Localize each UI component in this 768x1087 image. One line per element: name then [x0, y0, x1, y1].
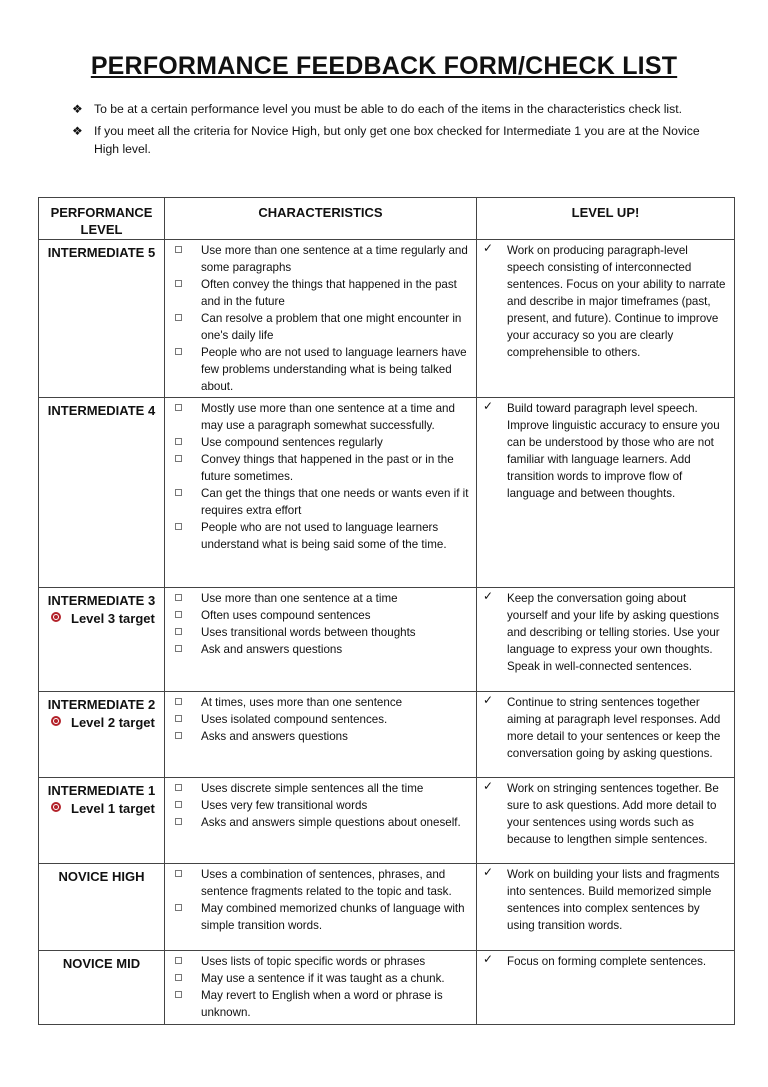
characteristic-text: Ask and answers questions	[201, 643, 343, 656]
diamond-bullet-icon: ❖	[72, 102, 83, 116]
feedback-table	[38, 197, 735, 1025]
characteristic-text: May combined memorized chunks of language with simple transition words.	[201, 902, 465, 932]
characteristic-item	[165, 451, 470, 485]
checkbox-icon[interactable]	[175, 438, 182, 445]
characteristics-cell	[165, 692, 477, 778]
intro-bullet	[72, 122, 722, 158]
table-row	[39, 398, 735, 588]
level-up-text: Continue to string sentences together aiming at paragraph level responses. Add more detail to your sentences or keep the conversation going by asking questions.	[507, 696, 721, 760]
checkbox-icon[interactable]	[175, 594, 182, 601]
table-row	[39, 951, 735, 1025]
intro-bullet	[72, 100, 722, 118]
target-label: Level 2 target	[71, 715, 155, 730]
characteristic-text: Can get the things that one needs or wants even if it requires extra effort	[201, 487, 469, 517]
checkbox-icon[interactable]	[175, 314, 182, 321]
checkmark-icon: ✓	[483, 952, 494, 966]
intro-text: If you meet all the criteria for Novice High, but only get one box checked for Intermediate 1 you are at the Novice High level.	[94, 124, 700, 156]
checkbox-icon[interactable]	[175, 870, 182, 877]
level-name: INTERMEDIATE 2	[47, 697, 156, 712]
checkmark-icon: ✓	[483, 241, 494, 255]
level-name: INTERMEDIATE 4	[47, 403, 156, 418]
level-up-cell	[477, 864, 735, 951]
characteristic-text: May revert to English when a word or phrase is unknown.	[201, 989, 443, 1019]
checkmark-icon: ✓	[483, 779, 494, 793]
checkbox-icon[interactable]	[175, 404, 182, 411]
characteristics-cell	[165, 864, 477, 951]
characteristic-text: Asks and answers simple questions about oneself.	[201, 816, 461, 829]
characteristic-item	[165, 590, 470, 607]
checkmark-icon: ✓	[483, 589, 494, 603]
checkbox-icon[interactable]	[175, 246, 182, 253]
level-up-cell	[477, 778, 735, 864]
level-up-text: Build toward paragraph level speech. Improve linguistic accuracy to ensure you can be understood by those who are not familiar with language learners. Add transition words to improve flow of language and between thoughts.	[507, 402, 720, 500]
target-icon	[51, 716, 61, 726]
checkbox-icon[interactable]	[175, 974, 182, 981]
characteristic-text: People who are not used to language learners understand what is being said some of the time.	[201, 521, 447, 551]
table-row	[39, 864, 735, 951]
level-up-text: Keep the conversation going about yourself and your life by asking questions and describing or telling stories. Use your language to express your own thoughts. Speak in well-connected sentences.	[507, 592, 720, 673]
table-row	[39, 692, 735, 778]
checkbox-icon[interactable]	[175, 991, 182, 998]
characteristic-text: Often uses compound sentences	[201, 609, 371, 622]
characteristic-item	[165, 814, 470, 831]
characteristic-item	[165, 344, 470, 395]
characteristic-item	[165, 797, 470, 814]
checkbox-icon[interactable]	[175, 645, 182, 652]
characteristic-item	[165, 866, 470, 900]
checkmark-icon: ✓	[483, 865, 494, 879]
intro-text: To be at a certain performance level you must be able to do each of the items in the characteristics check list.	[94, 102, 683, 116]
level-up-cell	[477, 398, 735, 588]
target-label: Level 3 target	[71, 611, 155, 626]
level-up-cell	[477, 240, 735, 398]
table-row	[39, 240, 735, 398]
level-up-text: Work on producing paragraph-level speech consisting of interconnected sentences. Focus on your ability to narrate and describe in major timeframes (past, present, and future). Continue to improve your accuracy so you are clearly comprehensible to others.	[507, 244, 726, 359]
characteristic-item	[165, 276, 470, 310]
characteristic-item	[165, 242, 470, 276]
characteristics-cell	[165, 240, 477, 398]
characteristic-text: Use more than one sentence at a time	[201, 592, 398, 605]
level-cell	[39, 692, 165, 778]
level-up-text: Focus on forming complete sentences.	[507, 955, 707, 968]
level-up-text: Work on building your lists and fragments into sentences. Build memorized simple sentences into complex sentences by using transition words.	[507, 868, 720, 932]
characteristic-text: Asks and answers questions	[201, 730, 348, 743]
characteristics-cell	[165, 778, 477, 864]
target-icon	[51, 612, 61, 622]
characteristics-cell	[165, 951, 477, 1025]
page-title: PERFORMANCE FEEDBACK FORM/CHECK LIST	[90, 52, 678, 80]
checkmark-icon: ✓	[483, 693, 494, 707]
level-target	[41, 610, 162, 627]
target-icon	[51, 802, 61, 812]
level-up-cell	[477, 588, 735, 692]
checkbox-icon[interactable]	[175, 280, 182, 287]
characteristic-item	[165, 641, 470, 658]
checkbox-icon[interactable]	[175, 957, 182, 964]
characteristics-cell	[165, 588, 477, 692]
characteristic-text: Uses very few transitional words	[201, 799, 368, 812]
characteristic-item	[165, 780, 470, 797]
header-level-up: LEVEL UP!	[477, 198, 735, 240]
level-target	[41, 800, 162, 817]
characteristic-item	[165, 310, 470, 344]
level-cell	[39, 398, 165, 588]
checkbox-icon[interactable]	[175, 628, 182, 635]
level-cell	[39, 240, 165, 398]
characteristic-item	[165, 987, 470, 1021]
level-up-cell	[477, 951, 735, 1025]
checkbox-icon[interactable]	[175, 732, 182, 739]
level-name: NOVICE MID	[62, 956, 141, 971]
characteristics-cell	[165, 398, 477, 588]
checkbox-icon[interactable]	[175, 818, 182, 825]
level-up-text: Work on stringing sentences together. Be sure to ask questions. Add more detail to your sentences using words such as because to lengthen simple sentences.	[507, 782, 719, 846]
checkbox-icon[interactable]	[175, 611, 182, 618]
characteristic-text: Uses a combination of sentences, phrases, and sentence fragments related to the topic and task.	[201, 868, 452, 898]
checkbox-icon[interactable]	[175, 904, 182, 911]
diamond-bullet-icon: ❖	[72, 124, 83, 138]
characteristic-item	[165, 711, 470, 728]
header-characteristics: CHARACTERISTICS	[165, 198, 477, 240]
characteristic-item	[165, 624, 470, 641]
characteristic-item	[165, 485, 470, 519]
intro-list	[72, 100, 722, 162]
characteristic-item	[165, 694, 470, 711]
level-cell	[39, 864, 165, 951]
level-cell	[39, 778, 165, 864]
checkbox-icon[interactable]	[175, 523, 182, 530]
characteristic-item	[165, 728, 470, 745]
checkbox-icon[interactable]	[175, 348, 182, 355]
characteristic-text: Uses isolated compound sentences.	[201, 713, 388, 726]
checkbox-icon[interactable]	[175, 801, 182, 808]
characteristic-text: Use compound sentences regularly	[201, 436, 383, 449]
characteristic-item	[165, 400, 470, 434]
target-label: Level 1 target	[71, 801, 155, 816]
level-cell	[39, 588, 165, 692]
checkbox-icon[interactable]	[175, 455, 182, 462]
characteristic-text: Uses lists of topic specific words or phrases	[201, 955, 426, 968]
checkbox-icon[interactable]	[175, 784, 182, 791]
characteristic-text: People who are not used to language learners have few problems understanding what is being talked about.	[201, 346, 467, 393]
characteristic-text: Uses discrete simple sentences all the time	[201, 782, 424, 795]
level-name: INTERMEDIATE 5	[47, 245, 156, 260]
characteristic-text: Use more than one sentence at a time regularly and some paragraphs	[201, 244, 468, 274]
characteristic-item	[165, 900, 470, 934]
level-name: INTERMEDIATE 3	[47, 593, 156, 608]
characteristic-item	[165, 953, 470, 970]
characteristic-text: Can resolve a problem that one might encounter in one's daily life	[201, 312, 462, 342]
level-target	[41, 714, 162, 731]
characteristic-text: Uses transitional words between thoughts	[201, 626, 416, 639]
level-name: INTERMEDIATE 1	[47, 783, 156, 798]
characteristic-text: May use a sentence if it was taught as a chunk.	[201, 972, 445, 985]
table-row	[39, 778, 735, 864]
header-performance-level: PERFORMANCE LEVEL	[39, 198, 165, 240]
characteristic-item	[165, 519, 470, 553]
characteristic-item	[165, 607, 470, 624]
characteristic-text: Convey things that happened in the past or in the future sometimes.	[201, 453, 454, 483]
checkmark-icon: ✓	[483, 399, 494, 413]
level-name: NOVICE HIGH	[58, 869, 145, 884]
characteristic-text: At times, uses more than one sentence	[201, 696, 403, 709]
characteristic-item	[165, 970, 470, 987]
level-up-cell	[477, 692, 735, 778]
checkbox-icon[interactable]	[175, 698, 182, 705]
characteristic-text: Mostly use more than one sentence at a time and may use a paragraph somewhat successfully.	[201, 402, 455, 432]
checkbox-icon[interactable]	[175, 489, 182, 496]
characteristic-item	[165, 434, 470, 451]
characteristic-text: Often convey the things that happened in the past and in the future	[201, 278, 457, 308]
checkbox-icon[interactable]	[175, 715, 182, 722]
table-row	[39, 588, 735, 692]
level-cell	[39, 951, 165, 1025]
